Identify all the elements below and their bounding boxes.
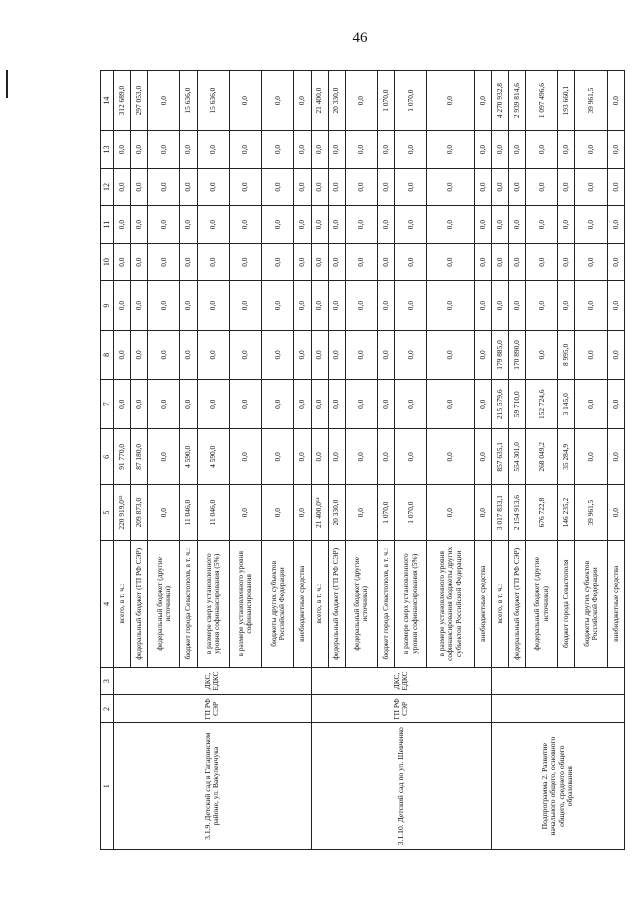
value-cell: 0,0 <box>526 206 558 244</box>
value-cell: 0,0 <box>180 380 197 429</box>
program-code: ГП РФ СЭР <box>311 695 491 723</box>
value-cell: 0,0 <box>558 168 575 206</box>
value-cell: 0,0 <box>491 131 508 169</box>
value-cell: 0,0 <box>148 243 180 281</box>
value-cell: 0,0 <box>148 330 180 379</box>
funding-source-label: бюджет города Севастополя, в т. ч.: <box>180 541 197 668</box>
value-cell: 0,0 <box>377 243 394 281</box>
value-cell: 0,0 <box>377 131 394 169</box>
value-cell: 0,0 <box>377 330 394 379</box>
value-cell: 1 070,0 <box>395 485 427 541</box>
column-number: 6 <box>101 429 114 485</box>
value-cell: 0,0 <box>148 71 180 131</box>
value-cell: 193 660,1 <box>558 71 575 131</box>
value-cell: 0,0 <box>377 281 394 330</box>
funding-source-label: бюджет города Севастополя <box>558 541 575 668</box>
value-cell: 0,0 <box>131 281 148 330</box>
value-cell: 0,0 <box>114 168 131 206</box>
value-cell: 15 636,0 <box>180 71 197 131</box>
value-cell: 0,0 <box>114 206 131 244</box>
value-cell: 0,0 <box>508 206 525 244</box>
value-cell: 0,0 <box>575 206 607 244</box>
value-cell: 0,0 <box>377 380 394 429</box>
value-cell: 0,0 <box>345 330 377 379</box>
value-cell: 0,0 <box>262 485 294 541</box>
value-cell: 0,0 <box>474 281 491 330</box>
value-cell: 0,0 <box>131 131 148 169</box>
value-cell: 0,0 <box>345 243 377 281</box>
value-cell: 0,0 <box>262 330 294 379</box>
value-cell: 0,0 <box>345 380 377 429</box>
value-cell: 857 635,1 <box>491 429 508 485</box>
value-cell: 11 046,0 <box>197 485 229 541</box>
value-cell: 0,0 <box>262 206 294 244</box>
value-cell: 0,0 <box>229 71 261 131</box>
value-cell: 0,0 <box>558 131 575 169</box>
value-cell: 0,0 <box>474 131 491 169</box>
value-cell: 0,0 <box>607 168 624 206</box>
value-cell: 0,0 <box>262 168 294 206</box>
value-cell: 0,0 <box>345 485 377 541</box>
value-cell: 0,0 <box>526 131 558 169</box>
value-cell: 0,0 <box>197 131 229 169</box>
executor: ДКС, ЕДКС <box>114 667 312 695</box>
value-cell: 0,0 <box>575 330 607 379</box>
value-cell: 0,0 <box>229 131 261 169</box>
funding-source-label: бюджеты других субъектов Российской Федерации <box>262 541 294 668</box>
value-cell: 0,0 <box>607 380 624 429</box>
value-cell: 0,0 <box>114 243 131 281</box>
value-cell: 0,0 <box>558 243 575 281</box>
value-cell: 2 939 814,6 <box>508 71 525 131</box>
value-cell: 0,0 <box>294 168 311 206</box>
value-cell: 0,0 <box>197 168 229 206</box>
value-cell: 39 961,5 <box>575 71 607 131</box>
value-cell: 0,0 <box>180 330 197 379</box>
value-cell: 0,0 <box>395 330 427 379</box>
value-cell: 0,0 <box>474 71 491 131</box>
value-cell: 0,0 <box>491 168 508 206</box>
column-number: 5 <box>101 485 114 541</box>
value-cell: 0,0 <box>180 281 197 330</box>
funding-source-label: федеральный бюджет (ГП РФ СЭР) <box>508 541 525 668</box>
value-cell: 0,0 <box>377 168 394 206</box>
value-cell: 0,0 <box>262 243 294 281</box>
value-cell: 0,0 <box>294 281 311 330</box>
column-number: 11 <box>101 206 114 244</box>
value-cell: 0,0 <box>474 243 491 281</box>
value-cell: 0,0 <box>427 380 475 429</box>
funding-source-label: в размере установленного уровня софинансирования <box>229 541 261 668</box>
value-cell: 0,0 <box>114 380 131 429</box>
value-cell: 0,0 <box>345 168 377 206</box>
section-name: 3.1.9. Детский сад в Гагаринском районе, ул. Вакуленчука <box>114 723 312 850</box>
value-cell: 35 284,9 <box>558 429 575 485</box>
value-cell: 209 873,0 <box>131 485 148 541</box>
value-cell: 0,0 <box>526 168 558 206</box>
value-cell: 0,0 <box>427 485 475 541</box>
value-cell: 91 770,0 <box>114 429 131 485</box>
section-name: Подпрограмма 2. Развитие начального общего, основного общего, среднего общего образования <box>491 723 624 850</box>
value-cell: 0,0 <box>311 281 328 330</box>
value-cell: 0,0 <box>474 206 491 244</box>
value-cell: 268 049,2 <box>526 429 558 485</box>
program-code <box>491 695 624 723</box>
value-cell: 0,0 <box>526 281 558 330</box>
value-cell: 0,0 <box>395 429 427 485</box>
value-cell: 0,0 <box>262 429 294 485</box>
value-cell: 2 154 913,6 <box>508 485 525 541</box>
value-cell: 0,0 <box>607 206 624 244</box>
value-cell: 39 961,5 <box>575 485 607 541</box>
value-cell: 0,0 <box>229 168 261 206</box>
value-cell: 0,0 <box>575 429 607 485</box>
value-cell: 0,0 <box>197 206 229 244</box>
value-cell: 0,0 <box>575 380 607 429</box>
value-cell: 0,0 <box>607 429 624 485</box>
value-cell: 0,0 <box>229 380 261 429</box>
value-cell: 0,0 <box>427 71 475 131</box>
funding-source-label: бюджеты других субъектов Российской Федерации <box>575 541 607 668</box>
funding-source-label: всего, в т. ч.: <box>311 541 328 668</box>
value-cell: 0,0 <box>395 380 427 429</box>
value-cell: 0,0 <box>328 206 345 244</box>
value-cell: 0,0 <box>345 206 377 244</box>
value-cell: 0,0 <box>607 71 624 131</box>
value-cell: 0,0 <box>395 243 427 281</box>
column-number: 10 <box>101 243 114 281</box>
value-cell: 0,0 <box>474 485 491 541</box>
value-cell: 215 579,6 <box>491 380 508 429</box>
value-cell: 0,0 <box>311 168 328 206</box>
value-cell: 21 400,0¹⁴ <box>311 485 328 541</box>
value-cell: 0,0 <box>294 71 311 131</box>
value-cell: 0,0 <box>294 485 311 541</box>
value-cell: 0,0 <box>607 281 624 330</box>
value-cell: 0,0 <box>345 131 377 169</box>
value-cell: 87 180,0 <box>131 429 148 485</box>
value-cell: 0,0 <box>148 281 180 330</box>
value-cell: 0,0 <box>607 243 624 281</box>
value-cell: 0,0 <box>180 206 197 244</box>
value-cell: 0,0 <box>294 206 311 244</box>
value-cell: 0,0 <box>395 206 427 244</box>
value-cell: 0,0 <box>148 131 180 169</box>
value-cell: 0,0 <box>491 243 508 281</box>
funding-source-label: федеральный бюджет (другие источники) <box>526 541 558 668</box>
table-row <box>311 71 328 850</box>
value-cell: 146 235,2 <box>558 485 575 541</box>
value-cell: 0,0 <box>229 206 261 244</box>
column-number: 4 <box>101 541 114 668</box>
value-cell: 0,0 <box>131 243 148 281</box>
value-cell: 0,0 <box>180 243 197 281</box>
value-cell: 20 330,0 <box>328 485 345 541</box>
value-cell: 0,0 <box>131 206 148 244</box>
value-cell: 0,0 <box>526 330 558 379</box>
funding-source-label: бюджет города Севастополя, в т. ч.: <box>377 541 394 668</box>
value-cell: 0,0 <box>229 429 261 485</box>
value-cell: 1 070,0 <box>377 71 394 131</box>
value-cell: 0,0 <box>508 168 525 206</box>
value-cell: 0,0 <box>575 131 607 169</box>
funding-source-label: в размере сверх установленного уровня софинансирования (5%) <box>395 541 427 668</box>
value-cell: 179 885,0 <box>491 330 508 379</box>
value-cell: 0,0 <box>148 168 180 206</box>
value-cell: 0,0 <box>294 429 311 485</box>
value-cell: 0,0 <box>148 380 180 429</box>
value-cell: 0,0 <box>229 485 261 541</box>
value-cell: 297 053,0 <box>131 71 148 131</box>
value-cell: 0,0 <box>328 429 345 485</box>
value-cell: 0,0 <box>114 330 131 379</box>
value-cell: 0,0 <box>311 243 328 281</box>
value-cell: 0,0 <box>508 281 525 330</box>
value-cell: 0,0 <box>180 131 197 169</box>
value-cell: 0,0 <box>131 168 148 206</box>
page-number: 46 <box>352 30 368 46</box>
value-cell: 0,0 <box>294 380 311 429</box>
value-cell: 0,0 <box>148 485 180 541</box>
value-cell: 3 017 833,1 <box>491 485 508 541</box>
value-cell: 0,0 <box>311 429 328 485</box>
funding-source-label: в размере сверх установленного уровня софинансирования (5%) <box>197 541 229 668</box>
value-cell: 0,0 <box>131 380 148 429</box>
value-cell: 0,0 <box>427 206 475 244</box>
margin-mark <box>6 70 8 98</box>
value-cell: 0,0 <box>311 380 328 429</box>
value-cell: 59 710,0 <box>508 380 525 429</box>
value-cell: 0,0 <box>328 243 345 281</box>
value-cell: 0,0 <box>262 131 294 169</box>
value-cell: 0,0 <box>180 168 197 206</box>
value-cell: 312 689,0 <box>114 71 131 131</box>
value-cell: 0,0 <box>114 281 131 330</box>
value-cell: 1 070,0 <box>395 71 427 131</box>
funding-source-label: внебюджетные средства <box>294 541 311 668</box>
value-cell: 0,0 <box>345 281 377 330</box>
value-cell: 0,0 <box>427 131 475 169</box>
value-cell: 0,0 <box>427 281 475 330</box>
value-cell: 0,0 <box>558 281 575 330</box>
value-cell: 676 722,8 <box>526 485 558 541</box>
value-cell: 3 145,0 <box>558 380 575 429</box>
value-cell: 1 070,0 <box>377 485 394 541</box>
value-cell: 0,0 <box>474 380 491 429</box>
column-number: 9 <box>101 281 114 330</box>
value-cell: 0,0 <box>575 168 607 206</box>
value-cell: 0,0 <box>262 71 294 131</box>
column-number: 2 <box>101 695 114 723</box>
value-cell: 0,0 <box>377 429 394 485</box>
value-cell: 0,0 <box>395 168 427 206</box>
value-cell: 0,0 <box>377 206 394 244</box>
value-cell: 0,0 <box>395 131 427 169</box>
value-cell: 20 330,0 <box>328 71 345 131</box>
table-row <box>491 71 508 850</box>
value-cell: 0,0 <box>427 429 475 485</box>
value-cell: 0,0 <box>474 168 491 206</box>
funding-source-label: федеральный бюджет (другие источники) <box>148 541 180 668</box>
value-cell: 21 400,0 <box>311 71 328 131</box>
value-cell: 0,0 <box>607 485 624 541</box>
value-cell: 152 724,6 <box>526 380 558 429</box>
value-cell: 0,0 <box>508 131 525 169</box>
value-cell: 15 636,0 <box>197 71 229 131</box>
value-cell: 0,0 <box>294 330 311 379</box>
value-cell: 0,0 <box>575 281 607 330</box>
value-cell: 0,0 <box>229 281 261 330</box>
value-cell: 0,0 <box>491 281 508 330</box>
table-row <box>114 71 131 850</box>
value-cell: 220 919,0¹³ <box>114 485 131 541</box>
value-cell: 0,0 <box>229 243 261 281</box>
value-cell: 4 590,0 <box>180 429 197 485</box>
funding-source-label: всего, в т. ч.: <box>114 541 131 668</box>
value-cell: 0,0 <box>345 71 377 131</box>
value-cell: 1 097 496,6 <box>526 71 558 131</box>
value-cell: 0,0 <box>491 206 508 244</box>
column-number: 1 <box>101 723 114 850</box>
column-number: 12 <box>101 168 114 206</box>
funding-source-label: внебюджетные средства <box>607 541 624 668</box>
value-cell: 0,0 <box>508 243 525 281</box>
value-cell: 0,0 <box>328 380 345 429</box>
funding-source-label: федеральный бюджет (ГП РФ СЭР) <box>131 541 148 668</box>
value-cell: 0,0 <box>328 131 345 169</box>
value-cell: 0,0 <box>311 330 328 379</box>
value-cell: 0,0 <box>427 243 475 281</box>
column-number: 7 <box>101 380 114 429</box>
value-cell: 0,0 <box>294 243 311 281</box>
value-cell: 0,0 <box>345 429 377 485</box>
value-cell: 0,0 <box>311 131 328 169</box>
value-cell: 0,0 <box>427 330 475 379</box>
value-cell: 0,0 <box>575 243 607 281</box>
value-cell: 4 270 932,8 <box>491 71 508 131</box>
value-cell: 0,0 <box>607 131 624 169</box>
funding-source-label: внебюджетные средства <box>474 541 491 668</box>
value-cell: 0,0 <box>526 243 558 281</box>
value-cell: 0,0 <box>474 429 491 485</box>
value-cell: 8 995,0 <box>558 330 575 379</box>
section-name: 3.1.10. Детский сад по ул. Шевченко <box>311 723 491 850</box>
value-cell: 0,0 <box>262 281 294 330</box>
value-cell: 0,0 <box>328 330 345 379</box>
value-cell: 0,0 <box>229 330 261 379</box>
value-cell: 0,0 <box>607 330 624 379</box>
value-cell: 0,0 <box>197 281 229 330</box>
value-cell: 0,0 <box>197 243 229 281</box>
value-cell: 554 301,0 <box>508 429 525 485</box>
value-cell: 0,0 <box>114 131 131 169</box>
column-number: 3 <box>101 667 114 695</box>
value-cell: 4 590,0 <box>197 429 229 485</box>
value-cell: 0,0 <box>474 330 491 379</box>
value-cell: 0,0 <box>427 168 475 206</box>
funding-source-label: в размере установленного уровня софинансирования бюджеты других субъектов Российской Федерации <box>427 541 475 668</box>
value-cell: 0,0 <box>262 380 294 429</box>
value-cell: 0,0 <box>294 131 311 169</box>
value-cell: 0,0 <box>197 330 229 379</box>
executor <box>491 667 624 695</box>
value-cell: 0,0 <box>558 206 575 244</box>
column-number: 8 <box>101 330 114 379</box>
value-cell: 170 890,0 <box>508 330 525 379</box>
budget-table <box>100 70 625 850</box>
column-number: 14 <box>101 71 114 131</box>
value-cell: 0,0 <box>131 330 148 379</box>
program-code: ГП РФ СЭР <box>114 695 312 723</box>
value-cell: 0,0 <box>148 429 180 485</box>
header-row <box>101 71 114 850</box>
executor: ДКС, ЕДКС <box>311 667 491 695</box>
value-cell: 11 046,0 <box>180 485 197 541</box>
column-number: 13 <box>101 131 114 169</box>
funding-source-label: федеральный бюджет (ГП РФ СЭР) <box>328 541 345 668</box>
value-cell: 0,0 <box>328 281 345 330</box>
value-cell: 0,0 <box>328 168 345 206</box>
value-cell: 0,0 <box>148 206 180 244</box>
funding-source-label: федеральный бюджет (другие источники) <box>345 541 377 668</box>
funding-source-label: всего, в т. ч.: <box>491 541 508 668</box>
value-cell: 0,0 <box>197 380 229 429</box>
rotated-table-wrapper <box>100 70 625 850</box>
value-cell: 0,0 <box>311 206 328 244</box>
value-cell: 0,0 <box>395 281 427 330</box>
